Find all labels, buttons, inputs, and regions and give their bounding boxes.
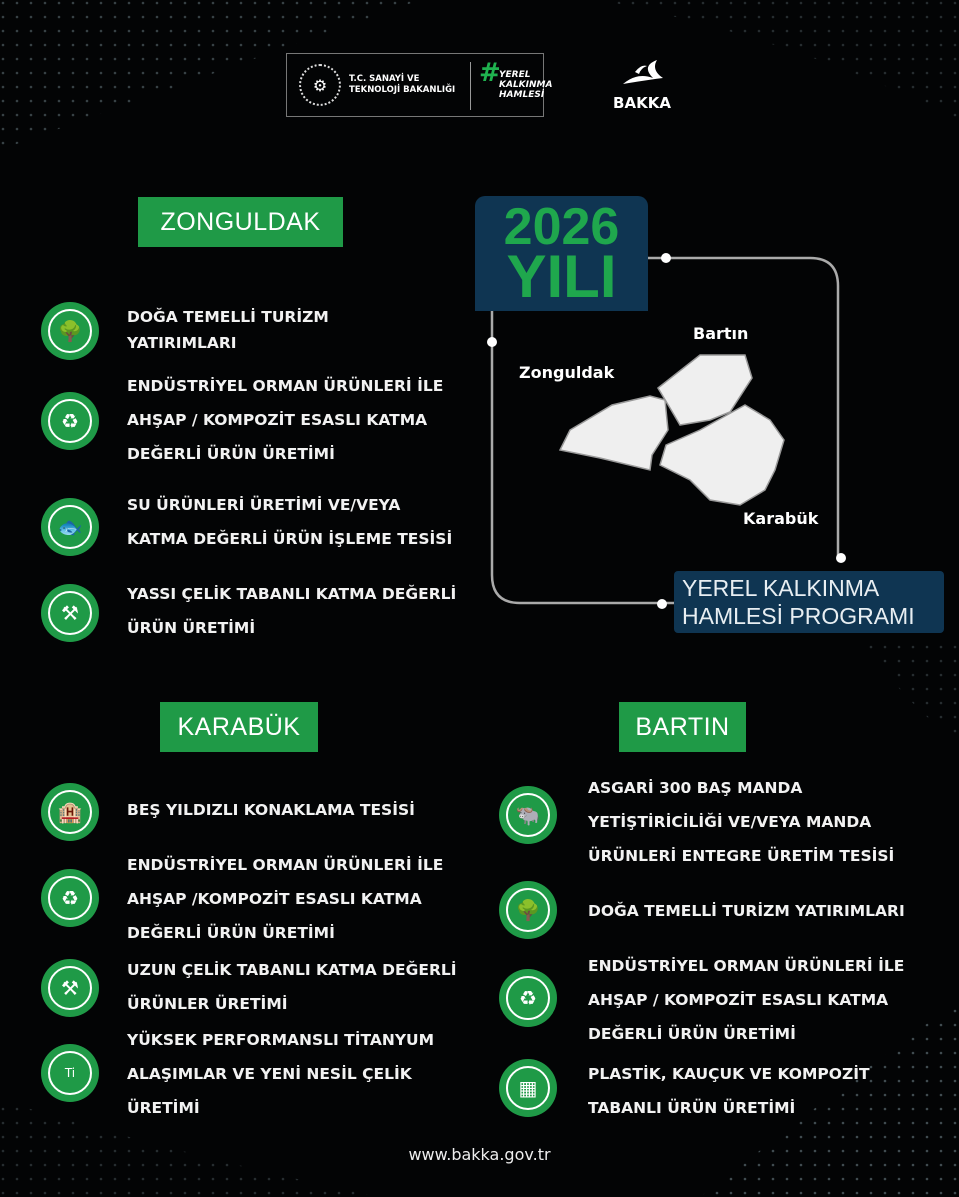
forest-products-icon: ♻ bbox=[41, 869, 99, 927]
ministry-name-line1: T.C. SANAYİ VE bbox=[349, 74, 420, 84]
website-link[interactable]: www.bakka.gov.tr bbox=[408, 1145, 551, 1164]
hotel-icon: 🏨 bbox=[41, 783, 99, 841]
list-item: DOĞA TEMELLİ TURİZM YATIRIMLARI bbox=[127, 308, 329, 352]
fish-icon: 🐟 bbox=[41, 498, 99, 556]
year-number: 2026 bbox=[503, 198, 620, 256]
buffalo-farm-icon: 🐃 bbox=[499, 786, 557, 844]
list-item: PLASTİK, KAUÇUK VE KOMPOZİT TABANLI ÜRÜN ÜRETİMİ bbox=[588, 1065, 870, 1117]
list-item: ENDÜSTRİYEL ORMAN ÜRÜNLERİ İLE AHŞAP /KOMPOZİT ESASLI KATMA DEĞERLİ ÜRÜN ÜRETİMİ bbox=[127, 856, 444, 942]
section-header-bartin: BARTIN bbox=[619, 702, 746, 752]
campaign-line3: HAMLESİ bbox=[499, 90, 545, 100]
steel-icon: ⚒ bbox=[41, 584, 99, 642]
agency-name: BAKKA bbox=[613, 94, 671, 112]
program-title-line2: HAMLESİ PROGRAMI bbox=[682, 603, 915, 629]
list-item: SU ÜRÜNLERİ ÜRETİMİ VE/VEYA KATMA DEĞERLİ ÜRÜN İŞLEME TESİSİ bbox=[127, 496, 453, 548]
campaign-line2: KALKINMA bbox=[499, 80, 553, 90]
list-item: YÜKSEK PERFORMANSLI TİTANYUM ALAŞIMLAR VE YENİ NESİL ÇELİK ÜRETİMİ bbox=[127, 1031, 435, 1117]
list-item: ENDÜSTRİYEL ORMAN ÜRÜNLERİ İLE AHŞAP / KOMPOZİT ESASLI KATMA DEĞERLİ ÜRÜN ÜRETİMİ bbox=[127, 377, 444, 463]
map-label-karabuk: Karabük bbox=[743, 509, 819, 528]
campaign-line1: YEREL bbox=[499, 70, 531, 80]
year-badge bbox=[475, 196, 648, 311]
section-header-karabuk: KARABÜK bbox=[160, 702, 318, 752]
nature-tourism-icon: 🌳 bbox=[41, 302, 99, 360]
campaign-hash-icon: # bbox=[479, 58, 501, 88]
map-label-zonguldak: Zonguldak bbox=[519, 363, 615, 382]
composite-layers-icon: ▦ bbox=[499, 1059, 557, 1117]
map-label-bartin: Bartın bbox=[693, 324, 749, 343]
ministry-emblem-icon: ⚙ bbox=[299, 64, 341, 106]
list-item: DOĞA TEMELLİ TURİZM YATIRIMLARI bbox=[588, 902, 905, 920]
steel-icon: ⚒ bbox=[41, 959, 99, 1017]
forest-products-icon: ♻ bbox=[499, 969, 557, 1027]
titanium-icon: Ti bbox=[41, 1044, 99, 1102]
section-header-zonguldak: ZONGULDAK bbox=[138, 197, 343, 247]
list-item: BEŞ YILDIZLI KONAKLAMA TESİSİ bbox=[127, 801, 415, 819]
nature-tourism-icon: 🌳 bbox=[499, 881, 557, 939]
list-item: ASGARİ 300 BAŞ MANDA YETİŞTİRİCİLİĞİ VE/VEYA MANDA ÜRÜNLERİ ENTEGRE ÜRETİM TESİSİ bbox=[588, 779, 895, 865]
program-title-line1: YEREL KALKINMA bbox=[682, 575, 880, 601]
list-item: ENDÜSTRİYEL ORMAN ÜRÜNLERİ İLE AHŞAP / KOMPOZİT ESASLI KATMA DEĞERLİ ÜRÜN ÜRETİMİ bbox=[588, 957, 905, 1043]
list-item: UZUN ÇELİK TABANLI KATMA DEĞERLİ ÜRÜNLER ÜRETİMİ bbox=[127, 961, 457, 1013]
program-title-badge bbox=[674, 571, 944, 633]
year-label: YILI bbox=[506, 243, 617, 310]
zonguldak-shape bbox=[560, 396, 668, 470]
list-item: YASSI ÇELİK TABANLI KATMA DEĞERLİ ÜRÜN ÜRETİMİ bbox=[127, 585, 457, 637]
forest-products-icon: ♻ bbox=[41, 392, 99, 450]
ministry-name-line2: TEKNOLOJİ BAKANLIĞI bbox=[349, 85, 456, 95]
